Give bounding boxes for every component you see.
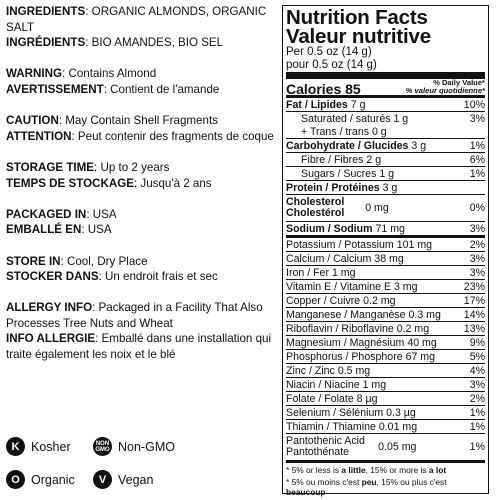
- storage-fr: TEMPS DE STOCKAGE: Jusqu'à 2 ans: [6, 176, 212, 190]
- micronutrient-row: Niacin / Niacine 1 mg 3%: [286, 379, 485, 391]
- sugars-row: Sugars / Sucres 1 g 1%: [286, 167, 485, 181]
- micronutrient-row: Potassium / Potassium 101 mg 2%: [286, 239, 485, 251]
- micronutrient-row: Selenium / Sélénium 0.3 µg 1%: [286, 407, 485, 419]
- micronutrient-row: Iron / Fer 1 mg 3%: [286, 267, 485, 279]
- micronutrient-row: Zinc / Zinc 0.5 mg 4%: [286, 365, 485, 377]
- cholesterol-row: Cholesterol Cholestérol 0 mg 0%: [286, 195, 485, 222]
- sodium-row: Sodium / Sodium 71 mg 3%: [286, 222, 485, 238]
- micronutrient-row: Magnesium / Magnésium 40 mg 9%: [286, 337, 485, 349]
- nutrition-facts-panel: [282, 5, 489, 497]
- micronutrient-row: Manganese / Manganèse 0.3 mg 14%: [286, 309, 485, 321]
- nongmo-icon: NON GMO: [93, 437, 112, 456]
- caution-fr: ATTENTION: Peut contenir des fragments de coque: [6, 129, 274, 143]
- micronutrient-list: [286, 238, 485, 434]
- pantothenic-row: Pantothenic Acid Pantothénate 0.05 mg 1%: [286, 434, 485, 463]
- serving-fr: pour 0.5 oz (14 g): [286, 58, 377, 71]
- micronutrient-row: Phosphorus / Phosphore 67 mg 5%: [286, 351, 485, 363]
- fibre-row: Fibre / Fibres 2 g 6%: [286, 153, 485, 167]
- vegan-label: Vegan: [118, 472, 154, 487]
- footnote-en: * 5% or less is a little, 15% or more is a lot: [286, 465, 447, 475]
- title-fr: Valeur nutritive: [286, 25, 431, 48]
- footnote-fr: * 5% ou moins c'est peu, 15% ou plus c'est beaucoup: [286, 477, 447, 497]
- micronutrient-row: Riboflavin / Riboflavine 0.2 mg 13%: [286, 323, 485, 335]
- packaged-en: PACKAGED IN: USA: [6, 207, 117, 221]
- micronutrient-row: Vitamin E / Vitamine E 3 mg 23%: [286, 281, 485, 293]
- saturated-row: Saturated / saturés 1 g 3%: [301, 113, 485, 125]
- organic-label: Organic: [31, 472, 75, 487]
- serving-en: Per 0.5 oz (14 g): [286, 46, 372, 58]
- organic-badge: [6, 470, 75, 489]
- micronutrient-row: Calcium / Calcium 38 mg 3%: [286, 253, 485, 265]
- vegan-badge: [93, 470, 153, 489]
- organic-icon: O: [6, 470, 25, 489]
- micronutrient-row: Folate / Folate 8 µg 2%: [286, 393, 485, 405]
- store-fr: STOCKER DANS: Un endroit frais et sec: [6, 270, 218, 284]
- kosher-badge: [6, 437, 71, 456]
- vegan-icon: V: [93, 470, 112, 489]
- micronutrient-row: Thiamin / Thiamine 0.01 mg 1%: [286, 421, 485, 433]
- kosher-icon: K: [6, 437, 25, 456]
- kosher-label: Kosher: [31, 439, 71, 454]
- warning-fr: AVERTISSEMENT: Contient de l'amande: [6, 82, 220, 96]
- protein-row: Protein / Protéines 3 g: [286, 181, 485, 195]
- product-info: [6, 4, 276, 363]
- trans-row: + Trans / trans 0 g: [286, 125, 485, 139]
- packaged-fr: EMBALLÉ EN: USA: [6, 223, 112, 237]
- caution-en: CAUTION: May Contain Shell Fragments: [6, 114, 218, 128]
- allergy-fr: INFO ALLERGIE: Emballé dans une installation qui traite également les noix et le blé: [6, 332, 272, 362]
- nongmo-badge: [93, 437, 175, 456]
- store-en: STORE IN: Cool, Dry Place: [6, 254, 148, 268]
- nongmo-label: Non-GMO: [118, 439, 175, 454]
- storage-en: STORAGE TIME: Up to 2 years: [6, 160, 170, 174]
- title-en: Nutrition Facts: [286, 6, 428, 29]
- allergy-en: ALLERGY INFO: Packaged in a Facility That Also Processes Tree Nuts and Wheat: [6, 301, 263, 330]
- micronutrient-row: Copper / Cuivre 0.2 mg 17%: [286, 295, 485, 307]
- ingredients-fr: INGRÉDIENTS: BIO AMANDES, BIO SEL: [6, 36, 224, 50]
- warning-en: WARNING: Contains Almond: [6, 67, 157, 81]
- fat-row: Fat / Lipides 7 g 10%: [286, 99, 485, 111]
- ingredients-en: INGREDIENTS: ORGANIC ALMONDS, ORGANIC SALT: [6, 5, 267, 34]
- carb-row: Carbohydrate / Glucides 3 g 1%: [286, 140, 485, 152]
- calories-row: Calories 85 % Daily Value* % valeur quotidienne*: [286, 78, 485, 97]
